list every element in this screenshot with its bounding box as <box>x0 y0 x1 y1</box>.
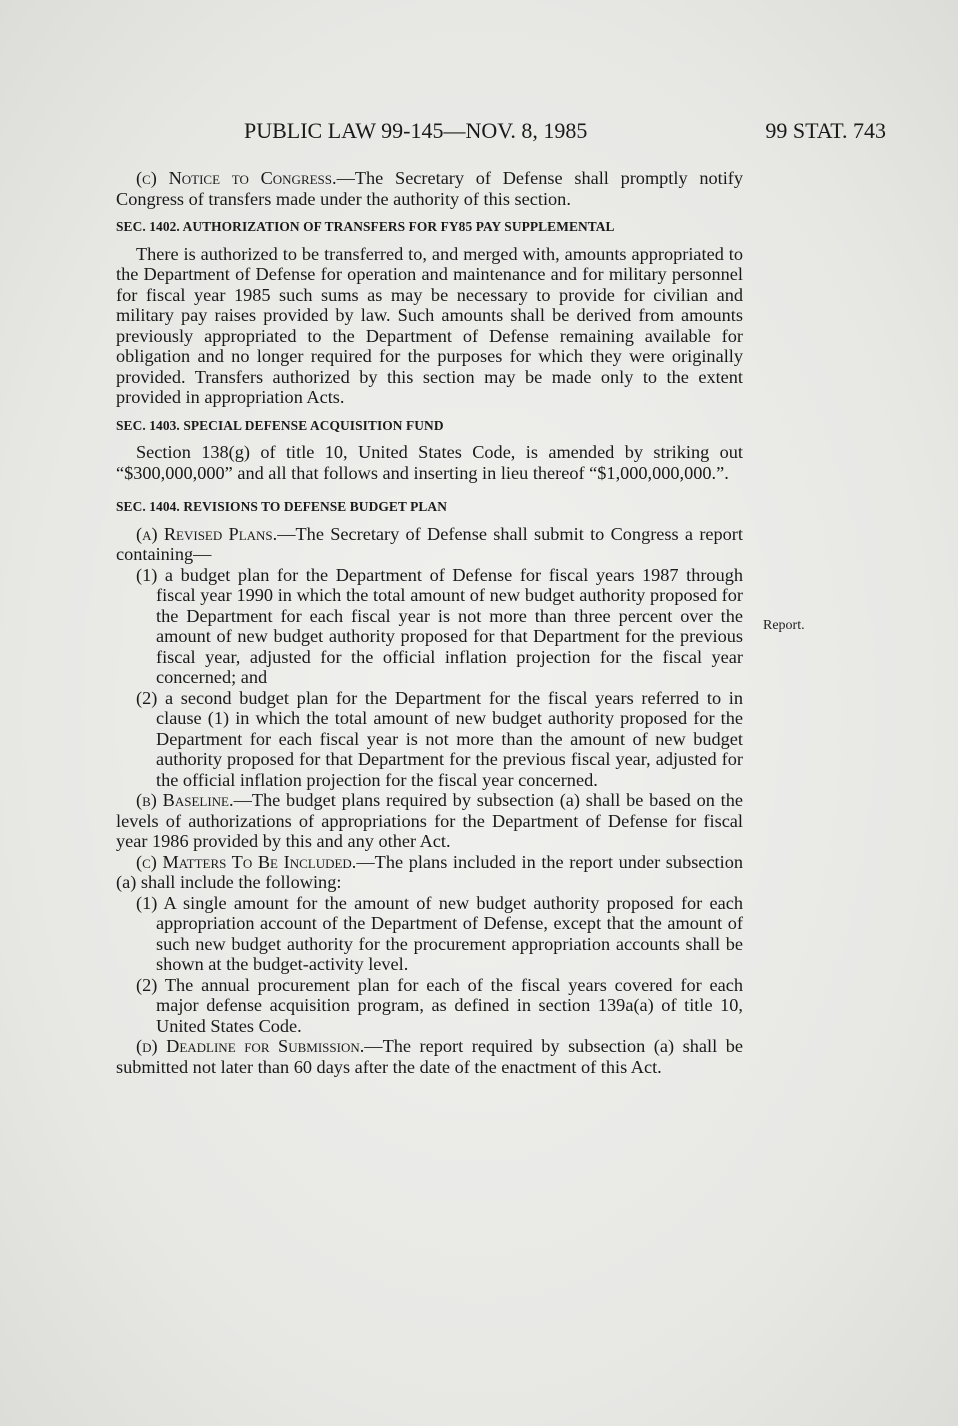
margin-note-report: Report. <box>763 618 805 633</box>
subsection-text: —The plans included in the report under subsection (a) shall include the following: <box>116 851 743 892</box>
subsection-heading: (c) Matters To Be Included. <box>136 851 357 872</box>
subsection-d <box>116 1036 743 1077</box>
section-heading-1404: SEC. 1404. REVISIONS TO DEFENSE BUDGET PLAN <box>116 499 447 514</box>
subsection-text: —The Secretary of Defense shall submit to Congress a report containing— <box>116 523 743 564</box>
subsection-b <box>116 790 743 852</box>
subsection-heading: (c) Notice to Congress. <box>136 168 337 188</box>
clause-a1: (1) a budget plan for the Department of Defense for fiscal years 1987 through fiscal year 1990 in which the total amount of new budget authority proposed for the Department for each fiscal year is not more than three percent over the amount of new budget authority proposed for that Department for the previous fiscal year, adjusted for the official inflation projection for the fiscal year concerned; and <box>136 564 743 687</box>
subsection-heading: (a) Revised Plans. <box>136 523 278 544</box>
subsection-a <box>116 524 743 565</box>
subsection-text: —The budget plans required by subsection (a) shall be based on the levels of authorizations of appropriations for the Department of Defense for fiscal year 1986 provided by this and any other Act. <box>116 790 743 851</box>
subsection-text: —The report required by subsection (a) shall be submitted not later than 60 days after the date of the enactment of this Act. <box>116 1036 743 1077</box>
section-text-1402: There is authorized to be transferred to, and merged with, amounts appropriated to the Department of Defense for operation and maintenance and for military personnel for fiscal year 1985 such sums as may be necessary to provide for civilian and military pay raises provided by law. Such amounts shall be derived from amounts previously appropriated to the Department of Defense remaining available for obligation and no longer required for the purposes for which they were originally provided. Transfers authorized by this section may be made only to the extent provided in appropriation Acts. <box>116 243 743 407</box>
header-title: PUBLIC LAW 99-145—NOV. 8, 1985 <box>244 118 588 143</box>
subsection-c <box>116 852 743 893</box>
header-stat-page: 99 STAT. 743 <box>765 118 886 143</box>
page-header <box>116 118 886 148</box>
subsection-heading: (d) Deadline for Submission. <box>136 1036 365 1056</box>
paragraph-text: —The Secretary of Defense shall promptly notify Congress of transfers made under the authority of this section. <box>116 168 744 209</box>
section-heading-1403: SEC. 1403. SPECIAL DEFENSE ACQUISITION FUND <box>116 417 444 433</box>
clause-c1: (1) A single amount for the amount of new budget authority proposed for each appropriation account of the Department of Defense, except that the amount of such new budget authority for the procurement appropriation accounts shall be shown at the budget-activity level. <box>136 892 743 974</box>
document-body <box>116 168 743 1077</box>
clause-c2: (2) The annual procurement plan for each of the fiscal years covered for each major defense acquisition program, as defined in section 139a(a) of title 10, United States Code. <box>136 974 743 1036</box>
clause-a2: (2) a second budget plan for the Department for the fiscal years referred to in clause (1) in which the total amount of new budget authority proposed for the Department for each fiscal year is not more than the amount of new budget authority proposed for that Department for the previous fiscal year, adjusted for the official inflation projection for the fiscal year concerned. <box>136 687 743 790</box>
subsection-heading: (b) Baseline. <box>136 790 234 810</box>
section-text-1403: Section 138(g) of title 10, United States Code, is amended by striking out “$300,000,000” and all that follows and inserting in lieu thereof “$1,000,000,000.”. <box>116 442 743 483</box>
section-heading-1402: SEC. 1402. AUTHORIZATION OF TRANSFERS FOR FY85 PAY SUPPLEMENTAL <box>116 219 615 234</box>
paragraph-notice-to-congress <box>116 168 743 209</box>
